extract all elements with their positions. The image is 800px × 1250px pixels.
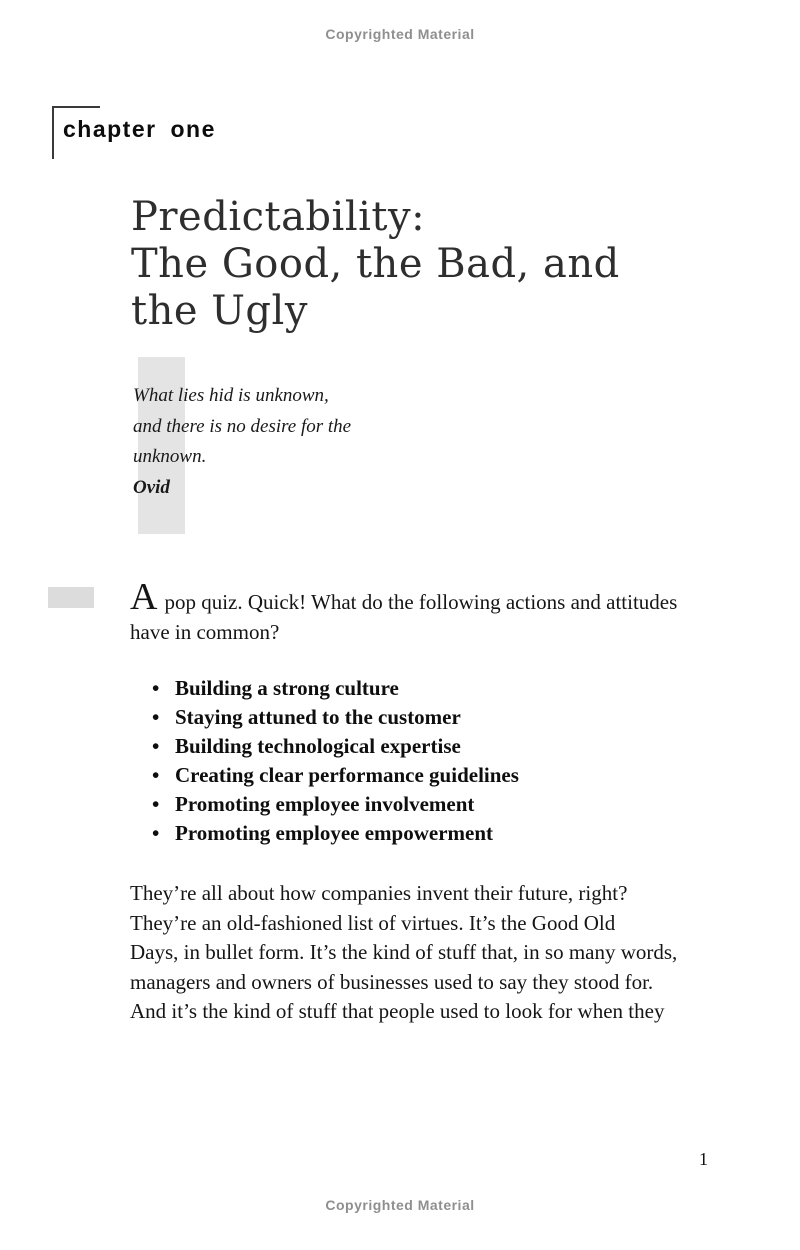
bullet-list [152,674,519,848]
intro-line-1-text: pop quiz. Quick! What do the following actions and attitudes [164,590,678,614]
page-number: 1 [699,1149,708,1169]
chapter-label: chapter one [63,116,216,142]
chapter-bracket-horizontal [52,106,100,108]
bullet-icon: • [152,763,160,787]
dropcap-letter: A [130,576,158,618]
paragraph-line-5: And it’s the kind of stuff that people used to look for when they [130,999,665,1024]
bullet-item-label: Building a strong culture [175,676,399,700]
title-line-1: Predictability: [131,194,426,240]
bullet-item-label: Promoting employee involvement [175,792,475,816]
bullet-item [152,674,519,703]
bullet-item [152,761,519,790]
chapter-title [131,194,620,335]
epigraph [133,381,351,503]
bullet-icon: • [152,734,160,758]
epigraph-line-1: What lies hid is unknown, [133,385,329,406]
epigraph-line-2: and there is no desire for the [133,415,352,437]
paragraph-line-2: They’re an old-fashioned list of virtues. It’s the Good Old [130,910,616,935]
paragraph-line-4: managers and owners of businesses used to say they stood for. [130,969,654,994]
copyright-top-label: Copyrighted Material [325,26,475,42]
margin-highlight-mark [48,587,94,608]
bullet-icon: • [152,821,160,845]
title-line-2: The Good, the Bad, and [131,241,620,287]
epigraph-attribution: Ovid [133,476,170,498]
bullet-icon: • [152,676,160,700]
chapter-bracket-vertical [52,106,54,159]
paragraph-line-3: Days, in bullet form. It’s the kind of stuff that, in so many words, [130,940,678,965]
intro-paragraph [130,576,760,647]
bullet-item-label: Staying attuned to the customer [175,705,461,729]
bullet-item [152,732,519,761]
bullet-item [152,703,519,732]
copyright-bottom-label: Copyrighted Material [325,1197,475,1213]
body-paragraph [130,879,770,1027]
bullet-item [152,790,519,819]
bullet-icon: • [152,705,160,729]
bullet-item-label: Creating clear performance guidelines [175,763,519,787]
bullet-item [152,819,519,848]
bullet-icon: • [152,792,160,816]
bullet-item-label: Promoting employee empowerment [175,821,494,845]
bullet-item-label: Building technological expertise [175,734,461,758]
intro-line-2: have in common? [130,620,280,644]
title-line-3: the Ugly [131,288,308,334]
paragraph-line-1: They’re all about how companies invent their future, right? [130,881,628,905]
epigraph-line-3: unknown. [133,446,207,467]
intro-line-1 [130,576,760,618]
